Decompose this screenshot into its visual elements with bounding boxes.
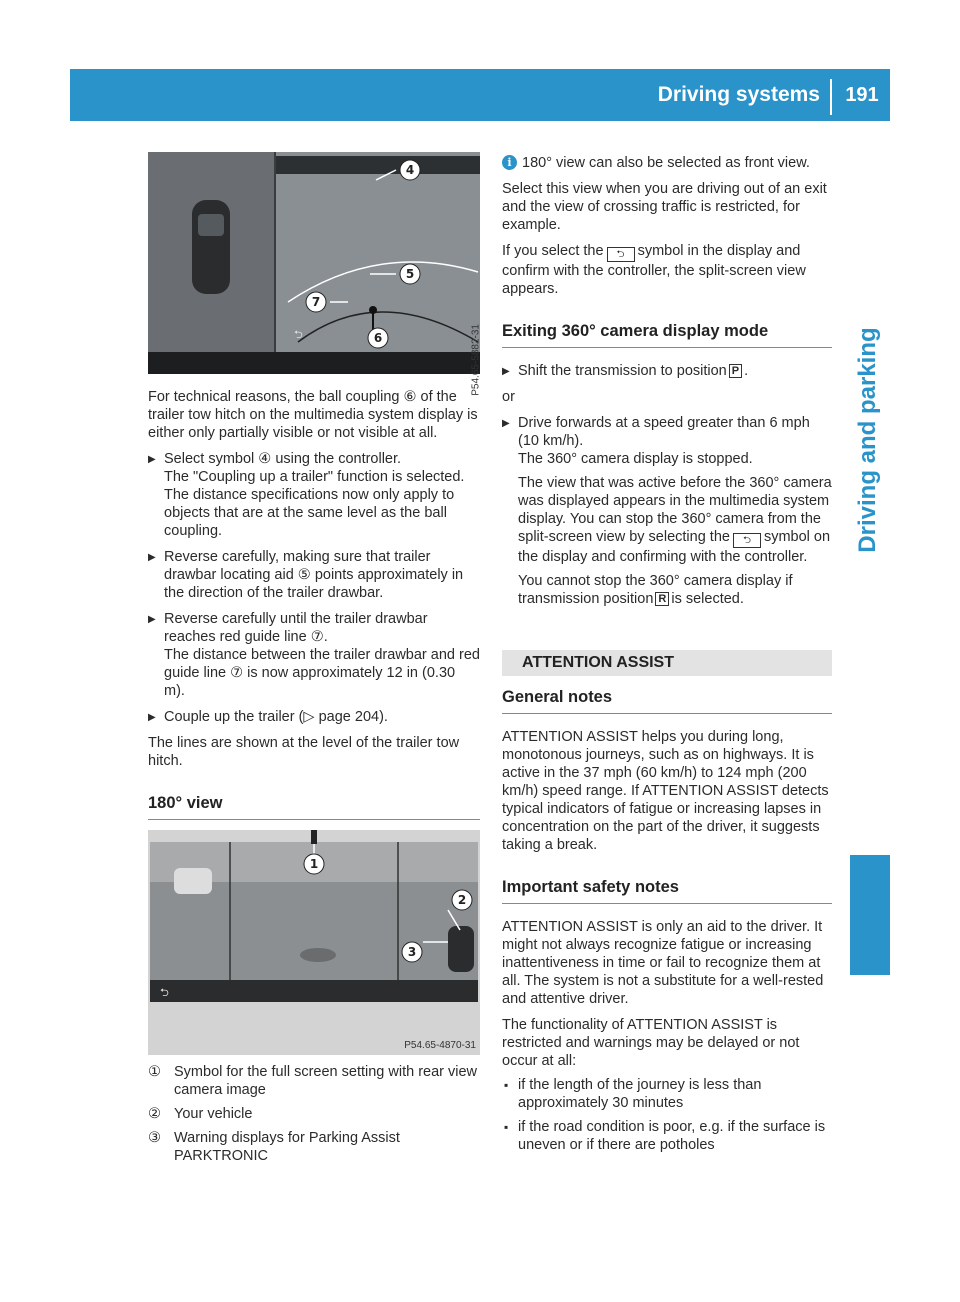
paragraph-select-view: Select this view when you are driving out of an exit and the view of crossing traffic is restricted, for example. bbox=[502, 181, 827, 233]
page-number: 191 bbox=[845, 84, 879, 106]
callout-4: 4 bbox=[405, 163, 415, 177]
step-reverse-until-line-result: The distance between the trailer drawbar and red guide line ⑦ is now approximately 12 in (0.30 m). bbox=[164, 647, 480, 699]
camera-180-illustration bbox=[148, 830, 480, 1055]
back-arrow-icon: ⮌ bbox=[733, 533, 761, 548]
figure-code: P54.65-4870-31 bbox=[404, 1040, 476, 1051]
left-column bbox=[148, 152, 480, 1165]
gear-r-icon: R bbox=[655, 592, 669, 606]
legend-item: ③ Warning displays for Parking Assist PARKTRONIC bbox=[148, 1130, 400, 1164]
figure-legend bbox=[148, 1063, 480, 1165]
heading-safety-notes: Important safety notes bbox=[502, 878, 832, 904]
step-select-symbol: ▶ Select symbol ④ using the controller. bbox=[148, 450, 480, 468]
figure-180-view bbox=[148, 830, 480, 1055]
callout-2: 2 bbox=[457, 893, 467, 907]
paragraph-safety-1: ATTENTION ASSIST is only an aid to the driver. It might not always recognize fatigue or increasing inattentiveness in time or fail to recognize them at all. The system is not a substitute for a well-rested and attentive driver. bbox=[502, 919, 824, 1007]
paragraph-split-screen: If you select the ⮌ symbol in the display and confirm with the controller, the split-screen view appears. bbox=[502, 243, 806, 297]
page-header bbox=[70, 69, 890, 121]
callout-5: 5 bbox=[405, 267, 415, 281]
step-reverse-carefully: ▶ Reverse carefully, making sure that trailer drawbar locating aid ⑤ points approximately in the direction of the trailer drawbar. bbox=[148, 548, 480, 602]
text-or: or bbox=[502, 389, 515, 405]
paragraph-general-notes: ATTENTION ASSIST helps you during long, monotonous journeys, such as on highways. It is active in the 37 mph (60 km/h) to 124 mph (200 km/h) speed range. If ATTENTION ASSIST detects typical indicators of fatigue or increasing lapses in concentration on the part of the driver, it suggests taking a break. bbox=[502, 729, 829, 853]
heading-180-view: 180° view bbox=[148, 794, 480, 820]
callout-3: 3 bbox=[407, 945, 417, 959]
svg-text:⮌: ⮌ bbox=[160, 986, 169, 999]
callout-7: 7 bbox=[311, 295, 321, 309]
list-item: ▪ if the road condition is poor, e.g. if the surface is uneven or if there are potholes bbox=[502, 1118, 832, 1154]
heading-exiting-360: Exiting 360° camera display mode bbox=[502, 322, 832, 348]
camera-screen-illustration bbox=[148, 152, 480, 374]
callout-6: 6 bbox=[373, 331, 383, 345]
step-shift-park: ▶ Shift the transmission to position P . bbox=[502, 362, 832, 380]
gear-p-icon: P bbox=[729, 364, 742, 378]
step-drive-result: The 360° camera display is stopped. bbox=[518, 451, 753, 467]
header-title: Driving systems bbox=[657, 83, 820, 106]
step-drive-detail: The view that was active before the 360° camera was displayed appears in the multimedia system display. You can stop the 360° camera from the split-screen view by selecting the ⮌ symbol on the display and confirming with the controller. bbox=[518, 475, 832, 565]
back-arrow-icon: ⮌ bbox=[607, 247, 635, 262]
right-column bbox=[502, 152, 832, 1154]
side-section-label: Driving and parking bbox=[854, 327, 881, 553]
header-divider bbox=[830, 79, 832, 115]
list-item: ▪ if the length of the journey is less than approximately 30 minutes bbox=[502, 1076, 832, 1112]
side-tab-marker bbox=[850, 855, 890, 975]
step-reverse-until-line: ▶ Reverse carefully until the trailer drawbar reaches red guide line ⑦. bbox=[148, 610, 480, 646]
svg-text:⮌: ⮌ bbox=[294, 328, 303, 341]
step-couple-up: ▶ Couple up the trailer (▷ page 204). bbox=[148, 708, 480, 726]
legend-item: ② Your vehicle bbox=[148, 1106, 253, 1122]
paragraph-lines-level: The lines are shown at the level of the trailer tow hitch. bbox=[148, 735, 460, 769]
step-drive-note: You cannot stop the 360° camera display if transmission position R is selected. bbox=[518, 573, 793, 607]
info-note: i 180° view can also be selected as front view. bbox=[502, 154, 832, 172]
callout-1: 1 bbox=[309, 857, 319, 871]
figure-code: P54.65-5882-31 bbox=[471, 324, 482, 396]
legend-item: ① Symbol for the full screen setting with rear view camera image bbox=[148, 1064, 478, 1098]
paragraph-safety-2: The functionality of ATTENTION ASSIST is restricted and warnings may be delayed or not occur at all: bbox=[502, 1017, 800, 1069]
step-select-symbol-result: The "Coupling up a trailer" function is selected. The distance specifications now only apply to objects that are at the same level as the ball coupling. bbox=[164, 469, 465, 539]
paragraph-ball-coupling: For technical reasons, the ball coupling ⑥ of the trailer tow hitch on the multimedia system display is either only partially visible or not visible at all. bbox=[148, 389, 478, 441]
heading-general-notes: General notes bbox=[502, 688, 832, 714]
figure-360-trailer-view bbox=[148, 152, 482, 396]
section-attention-assist: ATTENTION ASSIST bbox=[502, 650, 832, 676]
info-icon: i bbox=[502, 155, 517, 170]
step-drive-forwards: ▶ Drive forwards at a speed greater than 6 mph (10 km/h). bbox=[502, 414, 832, 450]
